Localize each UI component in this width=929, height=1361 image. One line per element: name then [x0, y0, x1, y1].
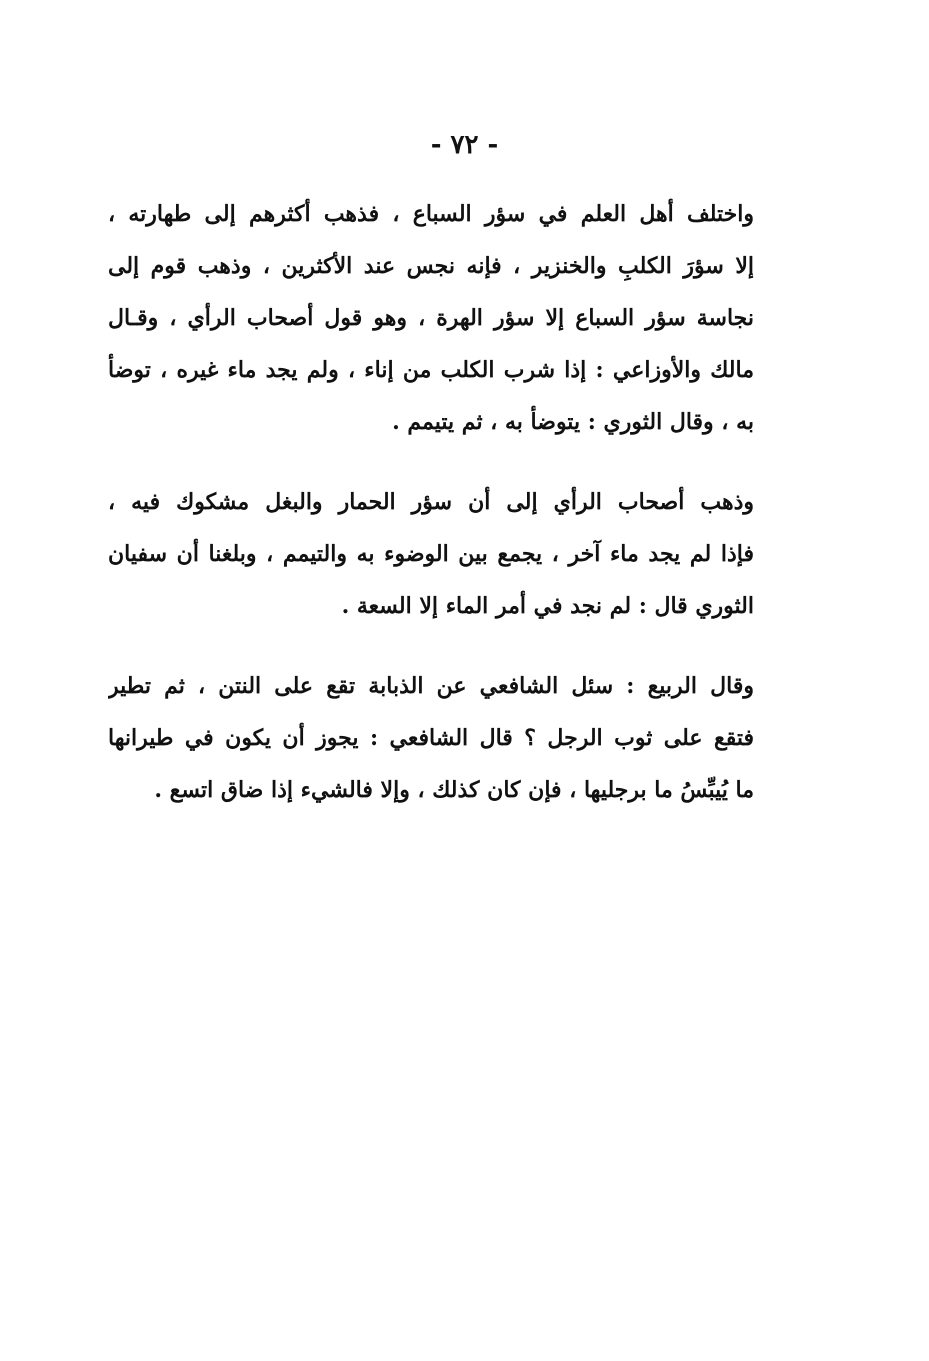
text-line: وقال الربيع : سئل الشافعي عن الذبابة تقع على النتن ، ثم تطير: [108, 673, 754, 699]
paragraph-3: [108, 660, 754, 816]
text-line: واختلف أهل العلم في سؤر السباع ، فذهب أكثرهم إلى طهارته ،: [108, 201, 754, 227]
text-line: فتقع على ثوب الرجل ؟ قال الشافعي : يجوز أن يكون في طيرانها: [108, 725, 754, 751]
page-body: [108, 188, 754, 844]
text-line: مالك والأوزاعي : إذا شرب الكلب من إناء ، ولم يجد ماء غيره ، توضأ: [108, 357, 754, 383]
paragraph-2: [108, 476, 754, 632]
text-line: نجاسة سؤر السباع إلا سؤر الهرة ، وهو قول أصحاب الرأي ، وقـال: [108, 305, 754, 331]
text-line: الثوري قال : لم نجد في أمر الماء إلا السعة .: [341, 593, 754, 619]
text-line: به ، وقال الثوري : يتوضأ به ، ثم يتيمم .: [392, 409, 754, 435]
paragraph-1: [108, 188, 754, 448]
text-line: ما يُيبِّسُ ما برجليها ، فإن كان كذلك ، وإلا فالشيء إذا ضاق اتسع .: [154, 777, 754, 803]
page-number: - ٧٢ -: [430, 130, 499, 160]
text-line: وذهب أصحاب الرأي إلى أن سؤر الحمار والبغل مشكوك فيه ،: [108, 489, 754, 515]
text-line: فإذا لم يجد ماء آخر ، يجمع بين الوضوء به والتيمم ، وبلغنا أن سفيان: [108, 541, 754, 567]
text-line: إلا سؤرَ الكلبِ والخنزير ، فإنه نجس عند الأكثرين ، وذهب قوم إلى: [108, 253, 754, 279]
